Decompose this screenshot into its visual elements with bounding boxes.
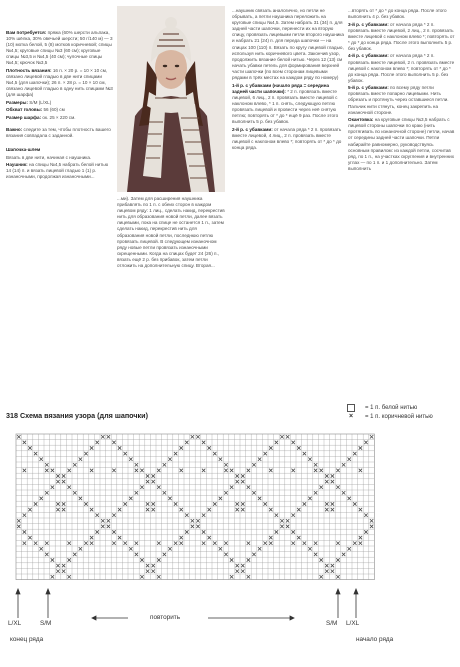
dec4-heading: 4-й р. с убавками: — [348, 53, 389, 59]
model-illustration — [117, 6, 225, 192]
head-heading: Обхват головы: — [6, 107, 43, 113]
materials-heading: Вам потребуется: — [6, 30, 47, 35]
chart-title: 318 Схема вязания узора (для шапочки) — [6, 411, 148, 420]
model-photo — [117, 6, 225, 192]
sizes-heading: Размеры: — [6, 99, 28, 105]
column3-text: ...ми). Затем для расширения наушника прибавлять по 1 п. с обеих сторон в каждом лицевом ряду: 1 лиц., сделать накид, перекрестив нить для образования новой петли, далее вязать лицевыми, пока на спице не останется 1 п., затем сделать накид, перекрестив нить для образования новой петли, последнюю петлю провязать лицевой. В следующем изнаночном ряду новые петли провязать изнаночными скрещенными. Когда на спицах будет 24 (26) п., вязать ещё 2 р. без прибавок, затем петли отложить на дополнительную спицу. Вторая... — [117, 196, 225, 269]
label-lxl-right: L/XL — [346, 620, 360, 627]
dec5-text: по всему ряду петли провязать вместе попарно лицевыми. Нить обрезать и протянуть через оставшиеся петли. Пальчик нити стянуть, конец закрепить на изнаночной стороне. — [348, 85, 449, 115]
dec1-heading: 1-й р. с убавками (начало ряда = середина задней части шапочки): — [232, 82, 330, 94]
legend-text-brown: = 1 п. коричневой нитью — [365, 414, 433, 420]
pattern-grid — [14, 432, 444, 604]
instructions-column-2 — [117, 196, 225, 386]
label-row-start: начало ряда — [356, 636, 394, 643]
dec1-text: * 2 п. провязать вместе лицевой, 6 лиц., 2 п. провязать вместе лицевой с наклоном влево, * 1 п. снять, следующую петлю провязать лицевой и провести через неё снятую петлю; повторять от * до * ещё 9 раз. После этого выполнить 5 р. без убавок. — [232, 88, 339, 125]
note-text: следите за тем, чтобы плотность вашего вязания совпадала с заданной. — [6, 126, 111, 138]
column4-text: ...наушник связать аналогично, но петли не обрывать, а петли наушника переложить на круговые спицы №4,5. Затем набрать 31 (34) п. для задней части шапочки, перенести их на вторую спицу, провязать лицевыми петли второго наушника и набрать 21 (24) п. для переда шапочки — на спицах 100 (110) п. Вязать по кругу лицевой гладью, используя нить коричневого цвета. Закончив узор, продолжить вязание белой нитью. Через 12 (13) см начать убавки петель для формирования верхней части шапочки (по всем сторонам лицевыми рядами в трёх местах на каждом ряду по номеру) — [232, 8, 344, 81]
legend-item-brown — [345, 413, 457, 422]
finish-text: на круговые спицы №3,5 набрать с лицевой стороны шапочки по краю (нить протягивать по изнаночной стороне) петли, начав от середины задней части шапочки. Петли набирайте равномерно, руководствуясь основным правилом: из каждой петли, сосчитав ряд, по 1 п., на участках скругления и внутренних углах — по 1 п. и 1 дополнительно. Затем выполнить — [348, 117, 455, 171]
ear-heading: Наушник: — [6, 162, 28, 168]
legend-item-white — [345, 404, 457, 413]
gauge-text: 16 п. × 20 р. = 10 × 10 см, связано лицевой гладью в две нити спицами №4,5 (для шапочки); 26 п. × 28 р. = 10 × 10 см, связано лицевой гладью в одну нить спицами №3 (для шарфа) — [6, 67, 113, 98]
legend-text-white: = 1 п. белой нитью — [365, 405, 418, 411]
chart-legend — [345, 404, 457, 422]
head-text: 56 (60) см — [43, 107, 65, 113]
finish-heading: Окантовка: — [348, 117, 374, 123]
label-sm-right: S/M — [326, 620, 338, 627]
instructions-column-4 — [348, 8, 456, 386]
chart-arrows — [0, 588, 460, 628]
label-lxl-left: L/XL — [8, 620, 22, 627]
materials-column — [6, 30, 114, 385]
hat-heading: Шапочка-шлем — [6, 147, 41, 153]
dec2-heading: 2-й р. с убавками: — [232, 126, 273, 132]
materials-text: пряжа (60% шерсти альпака, 10% шёлка, 30% овечьей шерсти; 50 г/140 м) — 3 (10) мотка белой, 5 (8) мотков коричневой; спицы №4,5; круговые спицы №3 (60 см); круговые спицы №3,5 и №4,5 (40 см); чулочные спицы №4,5; крючок №3,5 — [6, 30, 113, 66]
ear-text: на спицы №4,5 набрать белой нитью 14 (14) п. и вязать лицевой гладью 1 (1) р. изнаночными, продолжая изнаночными... — [6, 162, 109, 180]
dec2-text: от начала ряда * 2 п. провязать вместе лицевой, 4 лиц., 2 п. провязать вместе лицевой с наклоном влево *; повторять от * до * до конца ряда. — [232, 126, 342, 150]
dec3-text: от начала ряда * 2 п. провязать вместе лицевой, 2 лиц., 2 п. провязать вместе лицевой с наклоном влево *; повторять от * до * до конца ряда. После этого выполнить 5 р. без убавок. — [348, 21, 455, 51]
scarf-text: ок. 25 × 220 см. — [42, 114, 76, 120]
dec5-heading: 5-й р. с убавками: — [348, 85, 389, 91]
sizes-text: S/M (L/XL) — [29, 99, 52, 105]
dec3-heading: 3-й р. с убавками: — [348, 21, 389, 27]
hat-subtext: Вязать в две нити, начиная с наушника. — [6, 154, 92, 160]
scarf-heading: Размер шарфа: — [6, 114, 42, 120]
label-sm-left: S/M — [40, 620, 52, 627]
label-repeat: повторить — [150, 614, 181, 621]
dec4-text: от начала ряда * 2 п. провязать вместе лицевой, 2 п. провязать вместе лицевой с наклоном влево *; повторять от * до * до конца ряда. После этого выполнить 5 р. без убавок. — [348, 53, 455, 83]
brown-stitch-symbol: × — [348, 413, 354, 420]
instructions-column-3 — [232, 8, 344, 386]
gauge-heading: Плотность вязания: — [6, 67, 52, 73]
note-heading: Важно: — [6, 126, 23, 132]
label-row-end: конец ряда — [10, 636, 44, 643]
column5-text: ...вторять от * до * до конца ряда. После этого выполнить 4 р. без убавок. — [348, 8, 447, 20]
white-stitch-symbol — [347, 404, 355, 412]
